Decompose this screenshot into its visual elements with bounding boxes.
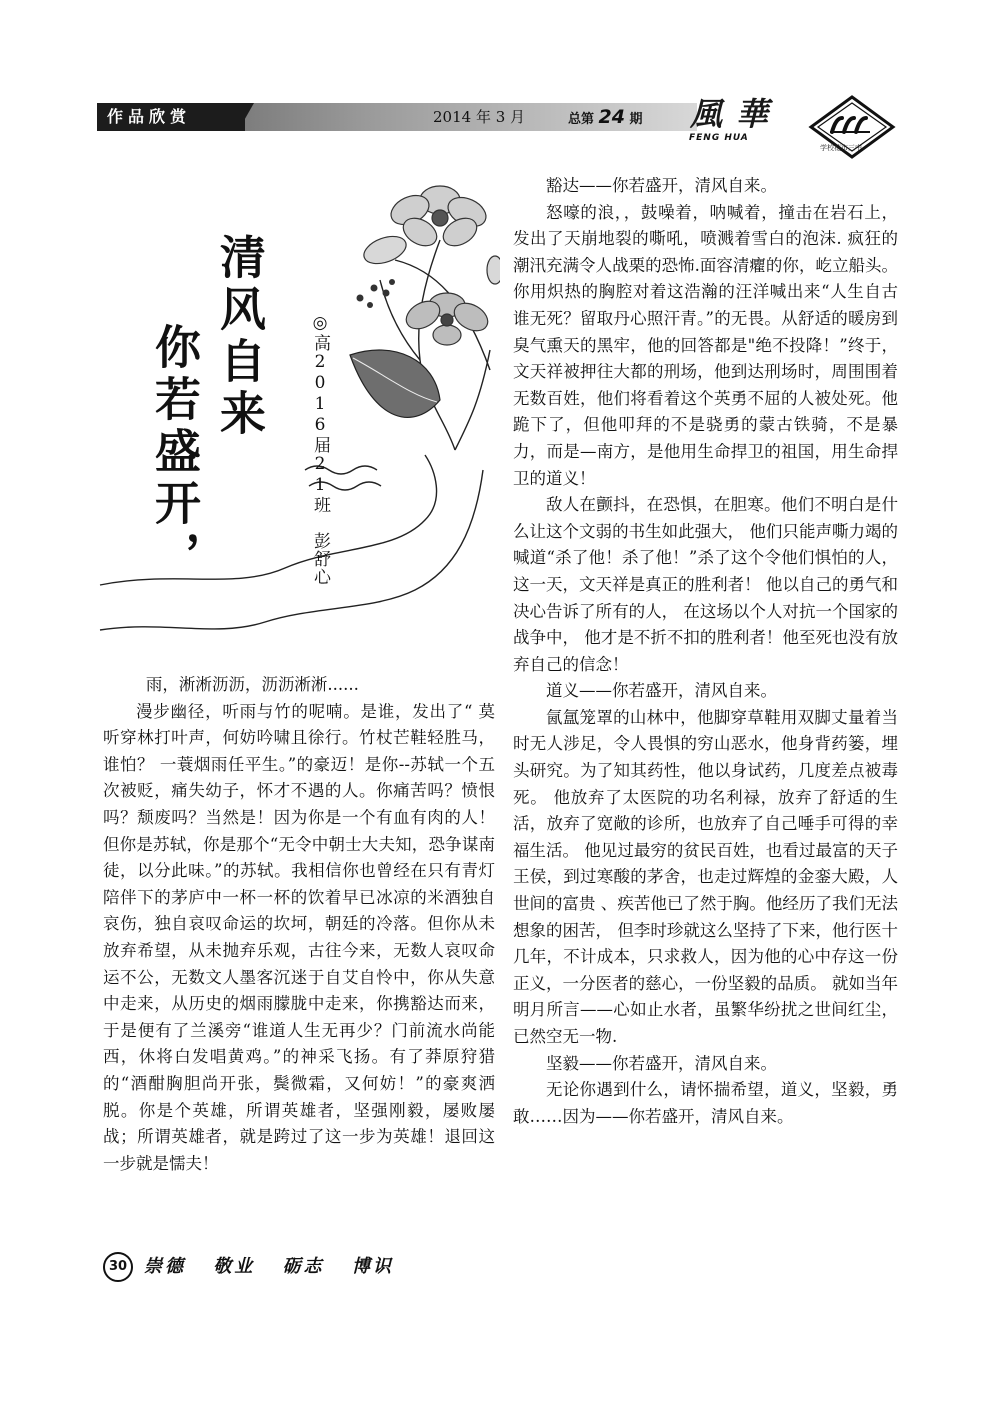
section-heading: 道义——你若盛开，清风自来。 <box>546 681 777 701</box>
issue-suffix: 期 <box>629 112 643 127</box>
paragraph: 怒嚎的浪，，鼓噪着，呐喊着，撞击在岩石上，发出了天崩地裂的嘶吼，喷溅着雪白的泡沫. 疯狂的潮汛充满令人战栗的恐怖.面容清癯的你，屹立船头。你用炽热的胸腔对着这浩瀚的汪洋喊出来“人生自古谁无死？留取丹心照汗青。”的无畏。从舒适的暖房到臭气熏天的黑牢，他的回答都是"绝不投降！”终于，文天祥被押往大都的刑场，他到达刑场时，周围围着无数百姓，他们将看着这个英勇不屈的人被处死。他跪下了，但他叩拜的不是骁勇的蒙古铁骑，不是暴力，而是—南方，是他用生命捍卫的祖国，用生命捍卫的道义！ <box>513 202 898 488</box>
school-name: 学校花市三中 <box>820 144 862 152</box>
magazine-logo-text: 風華 <box>690 95 783 133</box>
section-tab-corner <box>238 103 254 131</box>
motto-word: 砺志 <box>282 1256 325 1277</box>
section-label: 作品欣赏 <box>97 103 245 131</box>
motto-word: 崇德 <box>144 1256 186 1277</box>
motto-word: 敬业 <box>213 1256 256 1277</box>
article-title-line-1: 清风自来 <box>213 233 267 441</box>
issue-prefix: 总第 <box>568 112 595 127</box>
paragraph: 敌人在颤抖，在恐惧，在胆寒。他们不明白是什么让这个文弱的书生如此强大， 他们只能声嘶力竭的喊道“杀了他！杀了他！”杀了这个令他们惧怕的人，这一天，文天祥是真正的胜利者！ 他以自己的勇气和决心告诉了所有的人， 在这场以个人对抗一个国家的战争中， 他才是不折不扣的胜利者！他至死也没有放弃自己的信念！ <box>513 495 898 674</box>
paragraph: 雨，淅淅沥沥，沥沥淅淅...... <box>145 675 359 694</box>
paragraph: 氤氲笼罩的山林中，他脚穿草鞋用双脚丈量着当时无人涉足，令人畏惧的穷山恶水，他身背药篓，埋头研究。为了知其药性，他以身试药，几度差点被毒死。 他放弃了太医院的功名利禄，放弃了舒适的生活，放弃了宽敞的诊所，也放弃了自己唾手可得的幸福生活。 他见过最穷的贫民百姓，也看过最富的天子王侯，到过寒酸的茅舍，也走过辉煌的金銮大殿，人世间的富贵 、疾苦他已了然于胸。他经历了我们无法想象的困苦， 但李时珍就这么坚持了下来，他行医十几年，不计成本，只求救人，因为他的心中存这一份正义，一分医者的慈心，一份坚毅的品质。 就如当年明月所言——心如止水者，虽繁华纷扰之世间红尘，已然空无一物. <box>513 707 898 1046</box>
article-right-column <box>513 173 898 1130</box>
author-byline: ◎高2016届21班 彭舒心 <box>310 313 330 586</box>
issue-number <box>568 104 643 133</box>
issue-number-value: 24 <box>598 106 625 128</box>
section-heading: 坚毅——你若盛开，清风自来。 <box>546 1053 777 1073</box>
magazine-logo-pinyin: FENG HUA <box>689 133 749 143</box>
paragraph: 无论你遇到什么，请怀揣希望，道义，坚毅，勇敢……因为——你若盛开，清风自来。 <box>513 1080 898 1126</box>
motto-word: 博识 <box>351 1256 394 1277</box>
article-title-line-2: 你若盛开， <box>148 323 202 583</box>
article-left-column <box>103 672 495 1177</box>
school-motto <box>144 1253 412 1281</box>
page-number: 30 <box>103 1252 133 1282</box>
paragraph: 漫步幽径，听雨与竹的呢喃。是谁，发出了“ 莫听穿林打叶声，何妨吟啸且徐行。竹杖芒鞋轻胜马，谁怕？ 一蓑烟雨任平生。”的豪迈！是你--苏轼一个五次被贬，痛失幼子，怀才不遇的人。你痛苦吗？愤恨吗？颓废吗？当然是！因为你是一个有血有肉的人！但你是苏轼，你是那个“无令中朝士大夫知，恐争谋南徒，以分此味。”的苏轼。我相信你也曾经在只有青灯陪伴下的茅庐中一杯一杯的饮着早已冰凉的米酒独自哀伤，独自哀叹命运的坎坷，朝廷的冷落。但你从未放弃希望，从未抛弃乐观，古往今来，无数人哀叹命运不公，无数文人墨客沉迷于自艾自怜中，你从失意中走来，从历史的烟雨朦胧中走来，你携豁达而来，于是便有了兰溪旁“谁道人生无再少？门前流水尚能西，休将白发唱黄鸡。”的神采飞扬。有了莽原狩猎的“酒酣胸胆尚开张，鬓微霜，又何妨！”的豪爽洒脱。你是个英雄，所谓英雄者，坚强刚毅，屡败屡战；所谓英雄者，就是跨过了这一步为英雄！退回这一步就是懦夫！ <box>103 701 495 1173</box>
section-heading: 豁达——你若盛开，清风自来。 <box>546 176 777 195</box>
issue-date: 2014 年 3 月 <box>433 108 526 126</box>
